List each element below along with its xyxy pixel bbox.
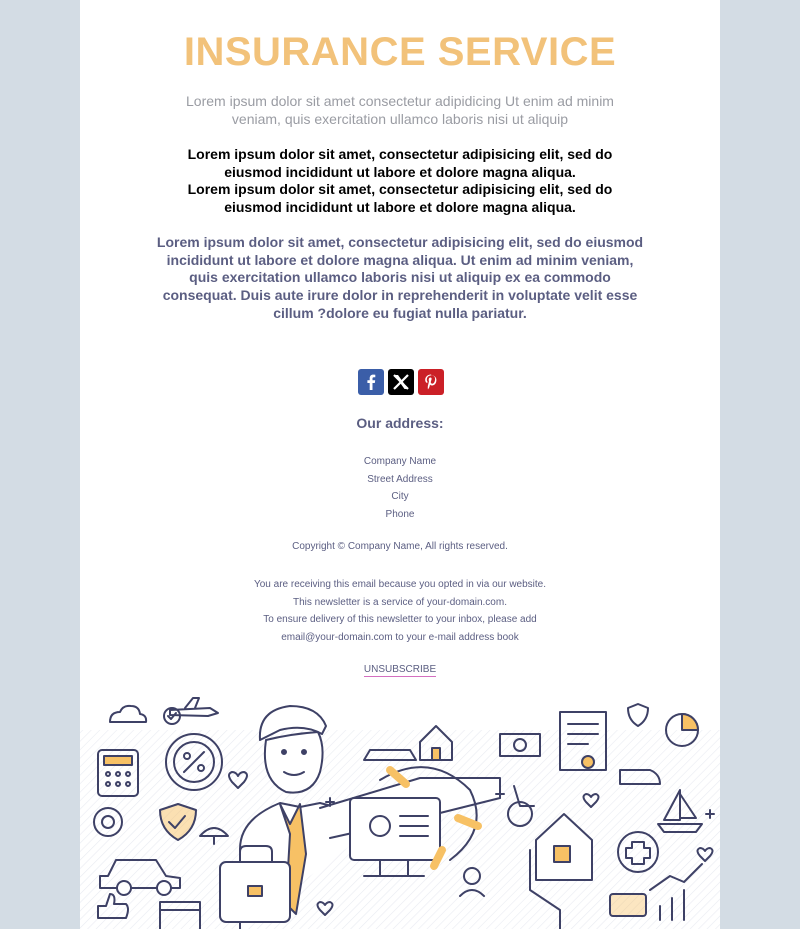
facebook-icon[interactable] xyxy=(358,369,384,395)
unsubscribe-link[interactable]: UNSUBSCRIBE xyxy=(363,664,437,675)
notice-line: You are receiving this email because you opted in via our website. xyxy=(253,579,547,590)
phone: Phone xyxy=(385,508,415,520)
email-title: INSURANCE SERVICE xyxy=(183,30,617,74)
unsubscribe-row xyxy=(80,664,720,675)
notice-line: email@your-domain.com to your e-mail address book xyxy=(281,631,519,643)
social-links xyxy=(356,369,446,395)
notice-line: To ensure delivery of this newsletter to your inbox, please add xyxy=(263,614,537,626)
bold-paragraph-1: Lorem ipsum dolor sit amet, consectetur adipisicing elit, sed do eiusmod incididunt ut labore et dolore magna aliqua. xyxy=(187,146,613,180)
address-title: Our address: xyxy=(356,415,444,431)
notice-line: This newsletter is a service of your-domain.com. xyxy=(293,596,507,608)
body-paragraph: Lorem ipsum dolor sit amet, consectetur adipisicing elit, sed do eiusmod incididunt ut labore et dolore magna aliqua. Ut enim ad minim veniam, quis exercitation ullamco laboris nisi ut aliquip ex ea commodo consequat. Duis aute irure dolor in reprehenderit in voluptate velit esse cillum ?dolore eu fugiat nulla pariatur. xyxy=(156,234,644,321)
subscription-notice xyxy=(80,576,720,646)
pinterest-icon[interactable] xyxy=(418,369,444,395)
city: City xyxy=(391,491,409,502)
intro-text: Lorem ipsum dolor sit amet consectetur adipidicing Ut enim ad minim veniam, quis exercitation ullamco laboris nisi ut aliquip xyxy=(186,93,614,127)
address-lines xyxy=(80,453,720,523)
copyright-text: Copyright © Company Name, All rights reserved. xyxy=(292,541,508,552)
company-name: Company Name xyxy=(363,456,437,467)
x-icon[interactable] xyxy=(388,369,414,395)
bold-paragraph-2: Lorem ipsum dolor sit amet, consectetur adipisicing elit, sed do eiusmod incididunt ut labore et dolore magna aliqua. xyxy=(187,181,613,215)
insurance-illustration xyxy=(80,690,720,929)
street-address: Street Address xyxy=(367,473,433,485)
bold-text-block xyxy=(180,146,620,216)
email-container xyxy=(80,0,720,929)
